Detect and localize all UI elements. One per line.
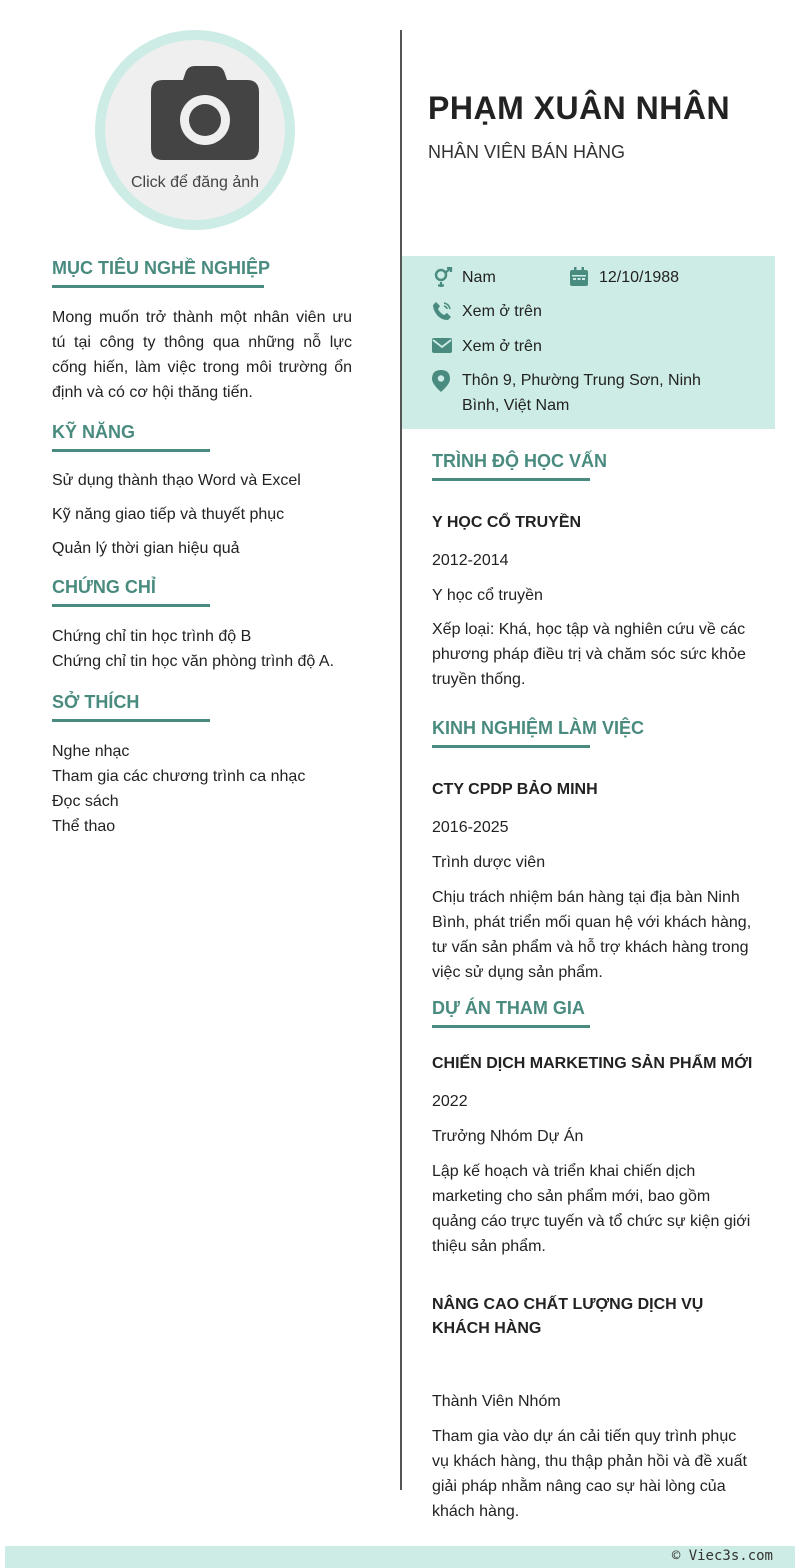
location-pin-icon (432, 368, 462, 392)
certificates-section (52, 577, 352, 674)
section-underline (432, 478, 590, 481)
footer-bar (5, 1546, 795, 1568)
project-name: CHIẾN DỊCH MARKETING SẢN PHẨM MỚI (432, 1055, 753, 1072)
project-year: 2022 (432, 1093, 468, 1110)
section-title: KINH NGHIỆM LÀM VIỆC (432, 718, 645, 738)
phone-row (432, 299, 542, 324)
skill-item: Quản lý thời gian hiệu quả (52, 540, 240, 557)
company-name: CTY CPDP BẢO MINH (432, 781, 598, 798)
job-title: NHÂN VIÊN BÁN HÀNG (428, 142, 626, 162)
email-value: Xem ở trên (462, 338, 542, 355)
school-name: Y HỌC CỔ TRUYỀN (432, 514, 582, 531)
contact-panel (402, 256, 775, 429)
project-name: NÂNG CAO CHẤT LƯỢNG DỊCH VỤ KHÁCH HÀNG (432, 1296, 704, 1337)
avatar-placeholder (105, 40, 285, 220)
education-section (432, 451, 756, 692)
hobby-item: Nghe nhạc (52, 743, 130, 760)
calendar-icon (569, 265, 599, 287)
project-role: Thành Viên Nhóm (432, 1393, 561, 1410)
section-title: DỰ ÁN THAM GIA (432, 998, 585, 1018)
section-title: CHỨNG CHỈ (52, 577, 156, 597)
experience-period: 2016-2025 (432, 819, 509, 836)
hobby-item: Tham gia các chương trình ca nhạc (52, 768, 306, 785)
candidate-name: PHẠM XUÂN NHÂN (428, 90, 731, 126)
section-title: KỸ NĂNG (52, 422, 136, 442)
phone-value: Xem ở trên (462, 303, 542, 320)
section-underline (432, 745, 590, 748)
experience-section (432, 718, 756, 985)
section-underline (432, 1025, 590, 1028)
project-description: Tham gia vào dự án cải tiến quy trình phục vụ khách hàng, thu thập phản hồi và đề xuất giải pháp nhằm nâng cao sự hài lòng của khách hàng. (432, 1428, 747, 1520)
copyright-text: © Viec3s.com (671, 1548, 773, 1564)
gender-value: Nam (462, 269, 496, 286)
hobby-item: Đọc sách (52, 793, 119, 810)
section-title: MỤC TIÊU NGHỀ NGHIỆP (52, 258, 271, 278)
certificate-item: Chứng chỉ tin học trình độ B (52, 628, 252, 645)
career-objective-text: Mong muốn trở thành một nhân viên ưu tú tại công ty thông qua những nỗ lực cống hiến, làm việc trong môi trường ổn định và có cơ hội thăng tiến. (52, 309, 352, 401)
section-underline (52, 285, 264, 288)
hobby-item: Thể thao (52, 818, 116, 835)
camera-icon (151, 66, 259, 165)
career-objective-section (52, 258, 352, 405)
gender-row (432, 265, 496, 290)
section-title: TRÌNH ĐỘ HỌC VẤN (432, 451, 607, 471)
projects-section (432, 998, 756, 1524)
skill-item: Kỹ năng giao tiếp và thuyết phục (52, 506, 285, 523)
phone-icon (432, 299, 462, 321)
photo-caption: Click để đăng ảnh (130, 174, 260, 191)
experience-description: Chịu trách nhiệm bán hàng tại địa bàn Ninh Bình, phát triển mối quan hệ với khách hàng, tư vấn sản phẩm và hỗ trợ khách hàng trong việc sử dụng sản phẩm. (432, 889, 752, 981)
avatar-upload[interactable] (95, 30, 295, 230)
gender-icon (432, 265, 462, 287)
skill-item: Sử dụng thành thạo Word và Excel (52, 472, 301, 489)
experience-position: Trình dược viên (432, 854, 546, 871)
address-row (432, 368, 722, 418)
education-description: Xếp loại: Khá, học tập và nghiên cứu về các phương pháp điều trị và chăm sóc sức khỏe truyền thống. (432, 621, 746, 688)
address-value: Thôn 9, Phường Trung Sơn, Ninh Bình, Việt Nam (462, 372, 701, 414)
hobbies-section (52, 692, 352, 839)
section-underline (52, 719, 210, 722)
certificate-item: Chứng chỉ tin học văn phòng trình độ A. (52, 653, 335, 670)
education-major: Y học cổ truyền (432, 587, 543, 604)
section-underline (52, 604, 210, 607)
birthdate-value: 12/10/1988 (599, 269, 680, 286)
birthdate-row (569, 265, 679, 290)
education-period: 2012-2014 (432, 552, 509, 569)
section-underline (52, 449, 210, 452)
section-title: SỞ THÍCH (52, 692, 140, 712)
email-row (432, 334, 542, 359)
project-role: Trưởng Nhóm Dự Án (432, 1128, 584, 1145)
column-divider (400, 30, 402, 1490)
project-description: Lập kế hoạch và triển khai chiến dịch marketing cho sản phẩm mới, bao gồm quảng cáo trực tuyến và tổ chức sự kiện giới thiệu sản phẩm. (432, 1163, 751, 1255)
skills-section (52, 422, 352, 566)
email-icon (432, 334, 462, 354)
